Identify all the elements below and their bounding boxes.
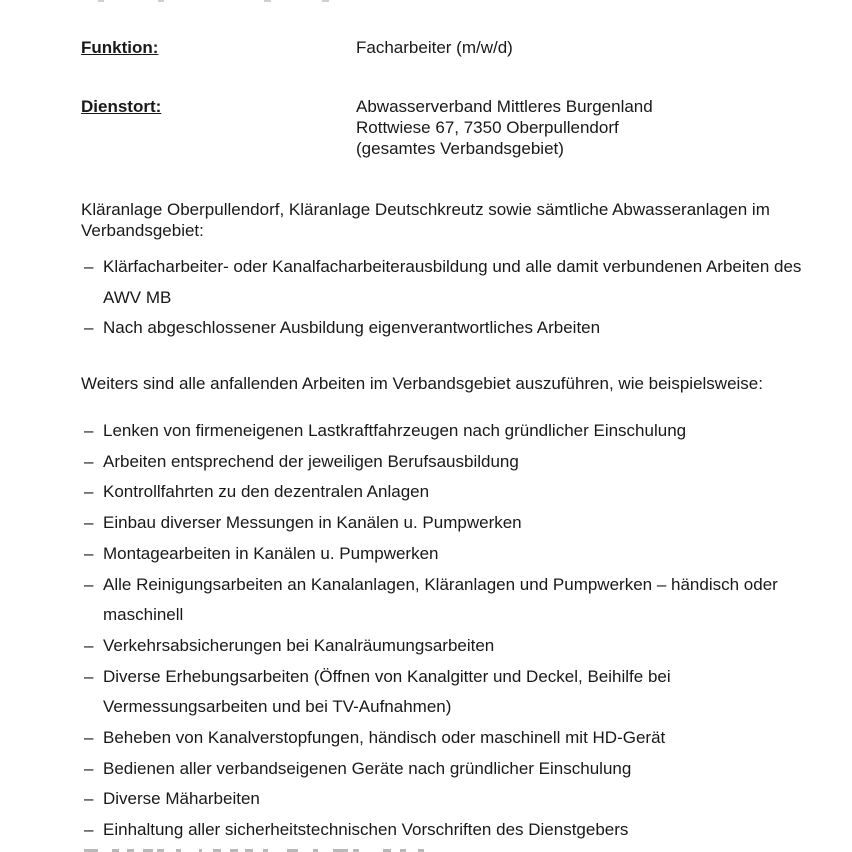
- list-item-text: Alle Reinigungsarbeiten an Kanalanlagen, Kläranlagen und Pumpwerken – händisch oder maschinell: [103, 574, 778, 625]
- list-item-text: Bedienen aller verbandseigenen Geräte nach gründlicher Einschulung: [103, 758, 632, 778]
- field-funktion-value: [356, 37, 831, 58]
- field-dienstort-value: [356, 96, 831, 159]
- tasks-list: [81, 416, 826, 846]
- field-dienstort-value-line: (gesamtes Verbandsgebiet): [356, 139, 564, 158]
- list-item-text: Diverse Erhebungsarbeiten (Öffnen von Kanalgitter und Deckel, Beihilfe bei Vermessungsarbeiten und bei TV-Aufnahmen): [103, 666, 671, 717]
- field-funktion-label: Funktion:: [81, 38, 159, 57]
- list-item-text: Verkehrsabsicherungen bei Kanalräumungsarbeiten: [103, 635, 495, 655]
- intro-paragraph: Kläranlage Oberpullendorf, Kläranlage Deutschkreutz sowie sämtliche Abwasseranlagen im Verbandsgebiet:: [81, 200, 770, 240]
- bullet-dash: –: [84, 574, 94, 594]
- bullet-dash: –: [84, 257, 94, 276]
- list-item-text: Diverse Mäharbeiten: [103, 789, 260, 809]
- field-funktion-value-line: Facharbeiter (m/w/d): [356, 38, 513, 57]
- list-item-text: Nach abgeschlossener Ausbildung eigenverantwortliches Arbeiten: [103, 318, 601, 338]
- bullet-dash: –: [84, 666, 94, 686]
- bullet-dash: –: [84, 789, 94, 809]
- list-item: [81, 570, 826, 631]
- bullet-dash: –: [84, 758, 94, 778]
- bullet-dash: –: [84, 728, 94, 748]
- field-dienstort-value-line: Abwasserverband Mittleres Burgenland: [356, 97, 653, 116]
- list-item-text: Beheben von Kanalverstopfungen, händisch oder maschinell mit HD-Gerät: [103, 728, 666, 748]
- list-item-text: Einbau diverser Messungen in Kanälen u. Pumpwerken: [103, 513, 522, 533]
- bullet-dash: –: [84, 451, 94, 471]
- list-item-text: Lenken von firmeneigenen Lastkraftfahrzeugen nach gründlicher Einschulung: [103, 421, 687, 440]
- list-item-text: Kontrollfahrten zu den dezentralen Anlagen: [103, 482, 430, 502]
- tasks-intro-paragraph: Weiters sind alle anfallenden Arbeiten im Verbandsgebiet auszuführen, wie beispielsweise:: [81, 374, 763, 393]
- clipped-text-fragment: [264, 0, 271, 2]
- list-item: [81, 754, 826, 785]
- bullet-dash: –: [84, 543, 94, 563]
- clipped-text-fragment: [158, 0, 164, 2]
- clipped-text-fragment: [322, 0, 329, 2]
- field-funktion: [81, 37, 831, 58]
- bullet-dash: –: [84, 513, 94, 533]
- list-item: [81, 508, 826, 539]
- field-dienstort-label: Dienstort:: [81, 97, 162, 116]
- list-item-text: Montagearbeiten in Kanälen u. Pumpwerken: [103, 543, 439, 563]
- list-item: [81, 631, 826, 662]
- list-item: [81, 539, 826, 570]
- qualifications-list: [81, 252, 826, 344]
- bullet-dash: –: [84, 820, 94, 840]
- clipped-text-fragment: [98, 0, 104, 2]
- list-item: [81, 723, 826, 754]
- bullet-dash: –: [84, 318, 94, 338]
- list-item: [81, 252, 826, 313]
- list-item: [81, 416, 826, 447]
- list-item: [81, 815, 826, 846]
- bullet-dash: –: [84, 635, 94, 655]
- list-item: [81, 662, 826, 723]
- list-item: [81, 477, 826, 508]
- field-dienstort: [81, 96, 831, 159]
- list-item-text: Klärfacharbeiter- oder Kanalfacharbeiterausbildung und alle damit verbundenen Arbeiten des AWV MB: [103, 257, 802, 307]
- list-item-text: Einhaltung aller sicherheitstechnischen Vorschriften des Dienstgebers: [103, 820, 629, 840]
- list-item: [81, 313, 826, 344]
- bullet-dash: –: [84, 482, 94, 502]
- list-item: [81, 784, 826, 815]
- field-dienstort-value-line: Rottwiese 67, 7350 Oberpullendorf: [356, 118, 619, 137]
- list-item: [81, 447, 826, 478]
- bullet-dash: –: [84, 421, 94, 440]
- list-item-text: Arbeiten entsprechend der jeweiligen Berufsausbildung: [103, 451, 519, 471]
